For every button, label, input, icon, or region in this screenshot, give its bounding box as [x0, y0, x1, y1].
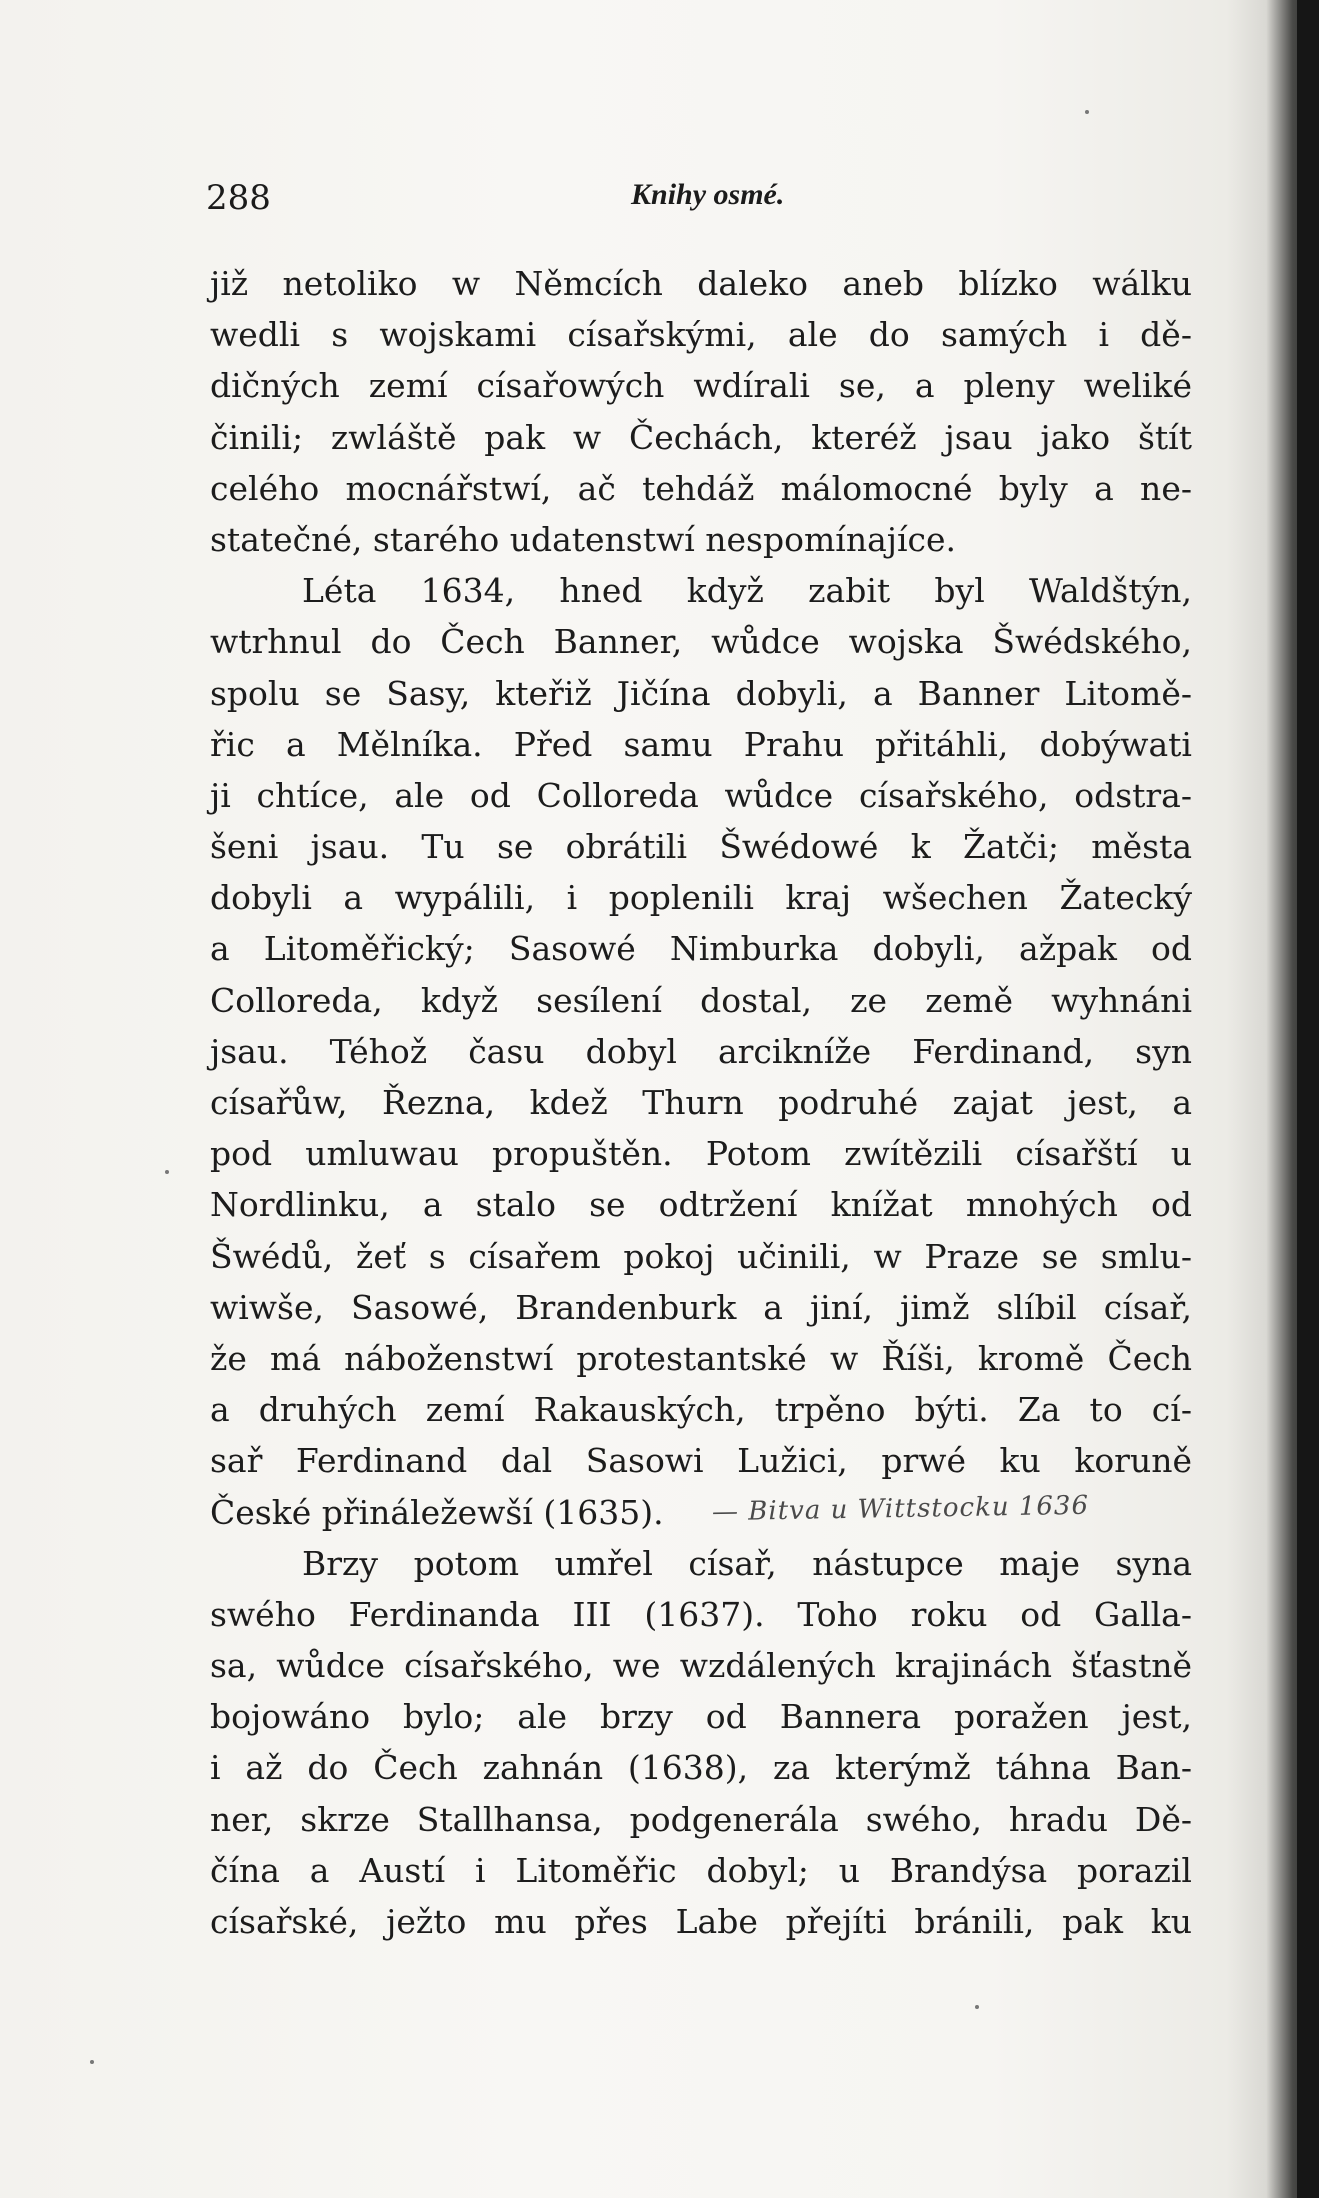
page-number: 288	[206, 178, 271, 218]
text-line: císařské, ježto mu přes Labe přejíti bránili, pak ku	[210, 1902, 1192, 1941]
text-line: České přináležewší (1635).	[210, 1492, 664, 1532]
text-line: Brzy potom umřel císař, nástupce maje syna	[302, 1543, 1192, 1583]
text-line: ner, skrze Stallhansa, podgenerála swého, hradu Dě-	[210, 1799, 1192, 1839]
text-line: celého mocnářstwí, ač tehdáž málomocné byly a ne-	[210, 468, 1192, 508]
text-line: Colloreda, když sesílení dostal, ze země wyhnáni	[210, 980, 1192, 1020]
text-line: císařůw, Řezna, kdež Thurn podruhé zajat jest, a	[210, 1083, 1192, 1122]
text-line: dičných zemí císařowých wdírali se, a pleny weliké	[210, 366, 1192, 406]
text-line: sa, wůdce císařského, we wzdálených krajinách šťastně	[210, 1646, 1192, 1686]
text-line: šeni jsau. Tu se obrátili Šwédowé k Žatči; města	[210, 827, 1192, 867]
paper-speck	[1085, 110, 1089, 114]
text-line: řic a Mělníka. Před samu Prahu přitáhli, dobýwati	[210, 724, 1192, 764]
text-line: činili; zwláště pak w Čechách, kteréž jsau jako štít	[210, 417, 1192, 457]
text-line: bojowáno bylo; ale brzy od Bannera poražen jest,	[210, 1697, 1192, 1737]
text-line: ji chtíce, ale od Colloreda wůdce císařského, odstra-	[210, 775, 1192, 815]
text-line: a druhých zemí Rakauských, trpěno býti. Za to cí-	[210, 1390, 1192, 1430]
text-line: že má náboženstwí protestantské w Říši, kromě Čech	[210, 1338, 1192, 1378]
text-line: pod umluwau propuštěn. Potom zwítězili císařští u	[210, 1134, 1192, 1174]
text-line: swého Ferdinanda III (1637). Toho roku od Galla-	[210, 1594, 1192, 1634]
running-title: Knihy osmé.	[631, 178, 785, 211]
paper-speck	[165, 1170, 169, 1174]
text-line: wtrhnul do Čech Banner, wůdce wojska Šwédského,	[210, 622, 1192, 662]
handwritten-annotation: — Bitva u Wittstocku 1636	[711, 1490, 1090, 1528]
page-header	[206, 178, 1206, 228]
text-line: sař Ferdinand dal Sasowi Lužici, prwé ku koruně	[210, 1441, 1192, 1481]
text-line: wiwše, Sasowé, Brandenburk a jiní, jimž slíbil císař,	[210, 1287, 1192, 1327]
text-line: Šwédů, žeť s císařem pokoj učinili, w Praze se smlu-	[210, 1236, 1192, 1276]
text-line: Léta 1634, hned když zabit byl Waldštýn,	[302, 571, 1192, 611]
text-line: Nordlinku, a stalo se odtržení knížat mnohých od	[210, 1185, 1192, 1225]
body-text	[210, 258, 1192, 1947]
text-line: dobyli a wypálili, i poplenili kraj wšechen Žatecký	[210, 878, 1192, 918]
paper-speck	[90, 2060, 94, 2064]
text-line: statečné, starého udatenstwí nespomínajíce.	[210, 519, 957, 559]
text-line: již netoliko w Němcích daleko aneb blízko wálku	[210, 264, 1192, 303]
text-line: jsau. Téhož času dobyl arcikníže Ferdinand, syn	[210, 1031, 1192, 1071]
text-line: wedli s wojskami císařskými, ale do samých i dě-	[210, 315, 1192, 355]
paper-speck	[975, 2005, 979, 2009]
text-line: čína a Austí i Litoměřic dobyl; u Brandýsa porazil	[210, 1850, 1192, 1890]
page-edge-shadow	[1297, 0, 1319, 2198]
text-line: spolu se Sasy, kteřiž Jičína dobyli, a Banner Litomě-	[210, 673, 1192, 713]
text-line: i až do Čech zahnán (1638), za kterýmž táhna Ban-	[210, 1748, 1192, 1788]
text-line: a Litoměřický; Sasowé Nimburka dobyli, ažpak od	[210, 929, 1192, 969]
